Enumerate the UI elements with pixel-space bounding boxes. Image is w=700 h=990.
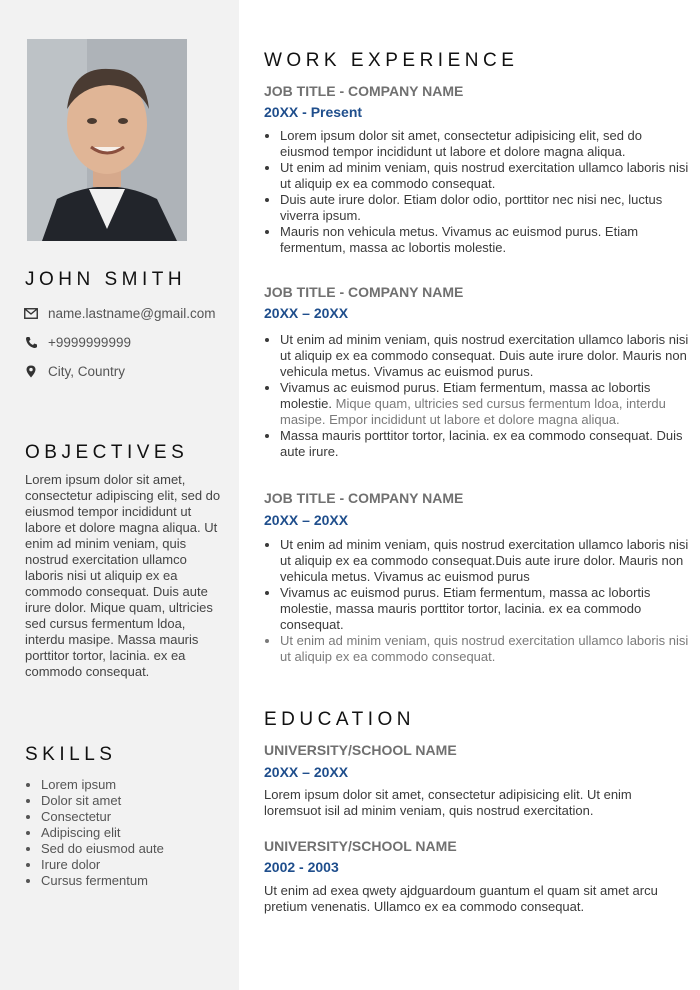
education-description: Ut enim ad exea qwety ajdguardoum guantum el quam sit amet arcu pretium venenatis. Ullamco ex ea commodo consequat. — [264, 883, 658, 914]
job-bullet: • Lorem ipsum dolor sit amet, consectetur adipisicing elit, sed do eiusmod tempor incididunt ut labore et dolore magna aliqua. — [280, 128, 690, 160]
job-title: JOB TITLE - COMPANY NAME — [264, 83, 464, 99]
job-bullets — [262, 128, 690, 256]
job-bullet: • Vivamus ac euismod purus. Etiam fermentum, massa ac lobortis molestie, massa mauris porttitor tortor, lacinia. ex ea commodo consequat. — [280, 585, 690, 633]
job-bullet-faded-text: Mique quam, ultricies sed cursus fermentum ldoa, interdu masipe. Empor incididunt ut labore et dolore magna aliqua. — [280, 396, 666, 427]
job-bullets — [262, 537, 690, 665]
job-bullet-text: Massa mauris porttitor tortor, lacinia. ex ea commodo consequat. Duis aute irure. — [280, 428, 683, 459]
job-bullet — [280, 428, 690, 460]
job-title: JOB TITLE - COMPANY NAME — [264, 490, 464, 506]
skill-item: • Adipiscing elit — [41, 825, 164, 841]
job-bullets — [262, 332, 690, 460]
school-name: UNIVERSITY/SCHOOL NAME — [264, 742, 457, 758]
job-bullet — [280, 380, 690, 428]
skill-item: • Consectetur — [41, 809, 164, 825]
school-name: UNIVERSITY/SCHOOL NAME — [264, 838, 457, 854]
education-heading: EDUCATION — [264, 709, 415, 730]
skill-item: • Dolor sit amet — [41, 793, 164, 809]
objectives-text: Lorem ipsum dolor sit amet, consectetur adipiscing elit, sed do eiusmod tempor incididunt ut labore et dolore magna aliqua. Ut enim ad minim veniam, quis nostrud exercitation ullamco laboris nisi ut aliquip ex ea commodo consequat. Duis aute irure dolor. Mique quam, ultricies sed cursus fermentum ldoa, interdu masipe. Massa mauris porttitor tortor, lacinia. ex ea commodo consequat. — [25, 472, 221, 679]
job-date: 20XX – 20XX — [264, 512, 349, 528]
candidate-name: JOHN SMITH — [25, 269, 187, 290]
objectives-heading: OBJECTIVES — [25, 442, 189, 463]
education-date: 20XX – 20XX — [264, 764, 349, 780]
skill-item: • Sed do eiusmod aute — [41, 841, 164, 857]
job-bullet: • Ut enim ad minim veniam, quis nostrud exercitation ullamco laboris nisi ut aliquip ex ea commodo consequat. — [280, 160, 690, 192]
education-description: Lorem ipsum dolor sit amet, consectetur adipisicing elit. Ut enim loremsuot isil ad minim veniam, quis nostrud exercitation. — [264, 787, 632, 818]
education-date: 2002 - 2003 — [264, 859, 339, 875]
contact-location-text: City, Country — [48, 364, 126, 379]
skills-heading: SKILLS — [25, 744, 117, 765]
job-date: 20XX – 20XX — [264, 305, 349, 321]
contact-email — [23, 306, 216, 321]
sidebar — [0, 0, 239, 990]
phone-icon — [23, 336, 39, 350]
contact-phone-text: +9999999999 — [48, 335, 131, 350]
contact-email-text: name.lastname@gmail.com — [48, 306, 216, 321]
skill-item: • Irure dolor — [41, 857, 164, 873]
skill-item: • Lorem ipsum — [41, 777, 164, 793]
work-experience-heading: WORK EXPERIENCE — [264, 50, 519, 71]
profile-photo — [27, 39, 187, 241]
contact-location — [23, 364, 125, 379]
job-bullet-text: Vivamus ac euismod purus. Etiam fermentum, massa ac lobortis molestie. — [280, 380, 651, 411]
location-pin-icon — [23, 365, 39, 379]
envelope-icon — [23, 307, 39, 321]
skills-list — [23, 777, 164, 889]
job-bullet: • Ut enim ad minim veniam, quis nostrud exercitation ullamco laboris nisi ut aliquip ex ea commodo consequat. — [280, 633, 690, 665]
job-bullet — [280, 332, 690, 380]
contact-phone — [23, 335, 131, 350]
job-bullet: • Ut enim ad minim veniam, quis nostrud exercitation ullamco laboris nisi ut aliquip ex ea commodo consequat.Duis aute irure dolor. Mauris non vehicula metus. Vivamus ac euismod purus — [280, 537, 690, 585]
job-bullet-text: Ut enim ad minim veniam, quis nostrud exercitation ullamco laboris nisi ut aliquip ex ea commodo consequat. Duis aute irure dolor. Mauris non vehicula metus. Vivamus ac euismod purus. — [280, 332, 689, 379]
job-bullet: • Duis aute irure dolor. Etiam dolor odio, porttitor nec nisi nec, luctus viverra ipsum. — [280, 192, 690, 224]
job-bullet: • Mauris non vehicula metus. Vivamus ac euismod purus. Etiam fermentum, massa ac lobortis molestie. — [280, 224, 690, 256]
job-date: 20XX - Present — [264, 104, 363, 120]
job-title: JOB TITLE - COMPANY NAME — [264, 284, 464, 300]
skill-item: • Cursus fermentum — [41, 873, 164, 889]
